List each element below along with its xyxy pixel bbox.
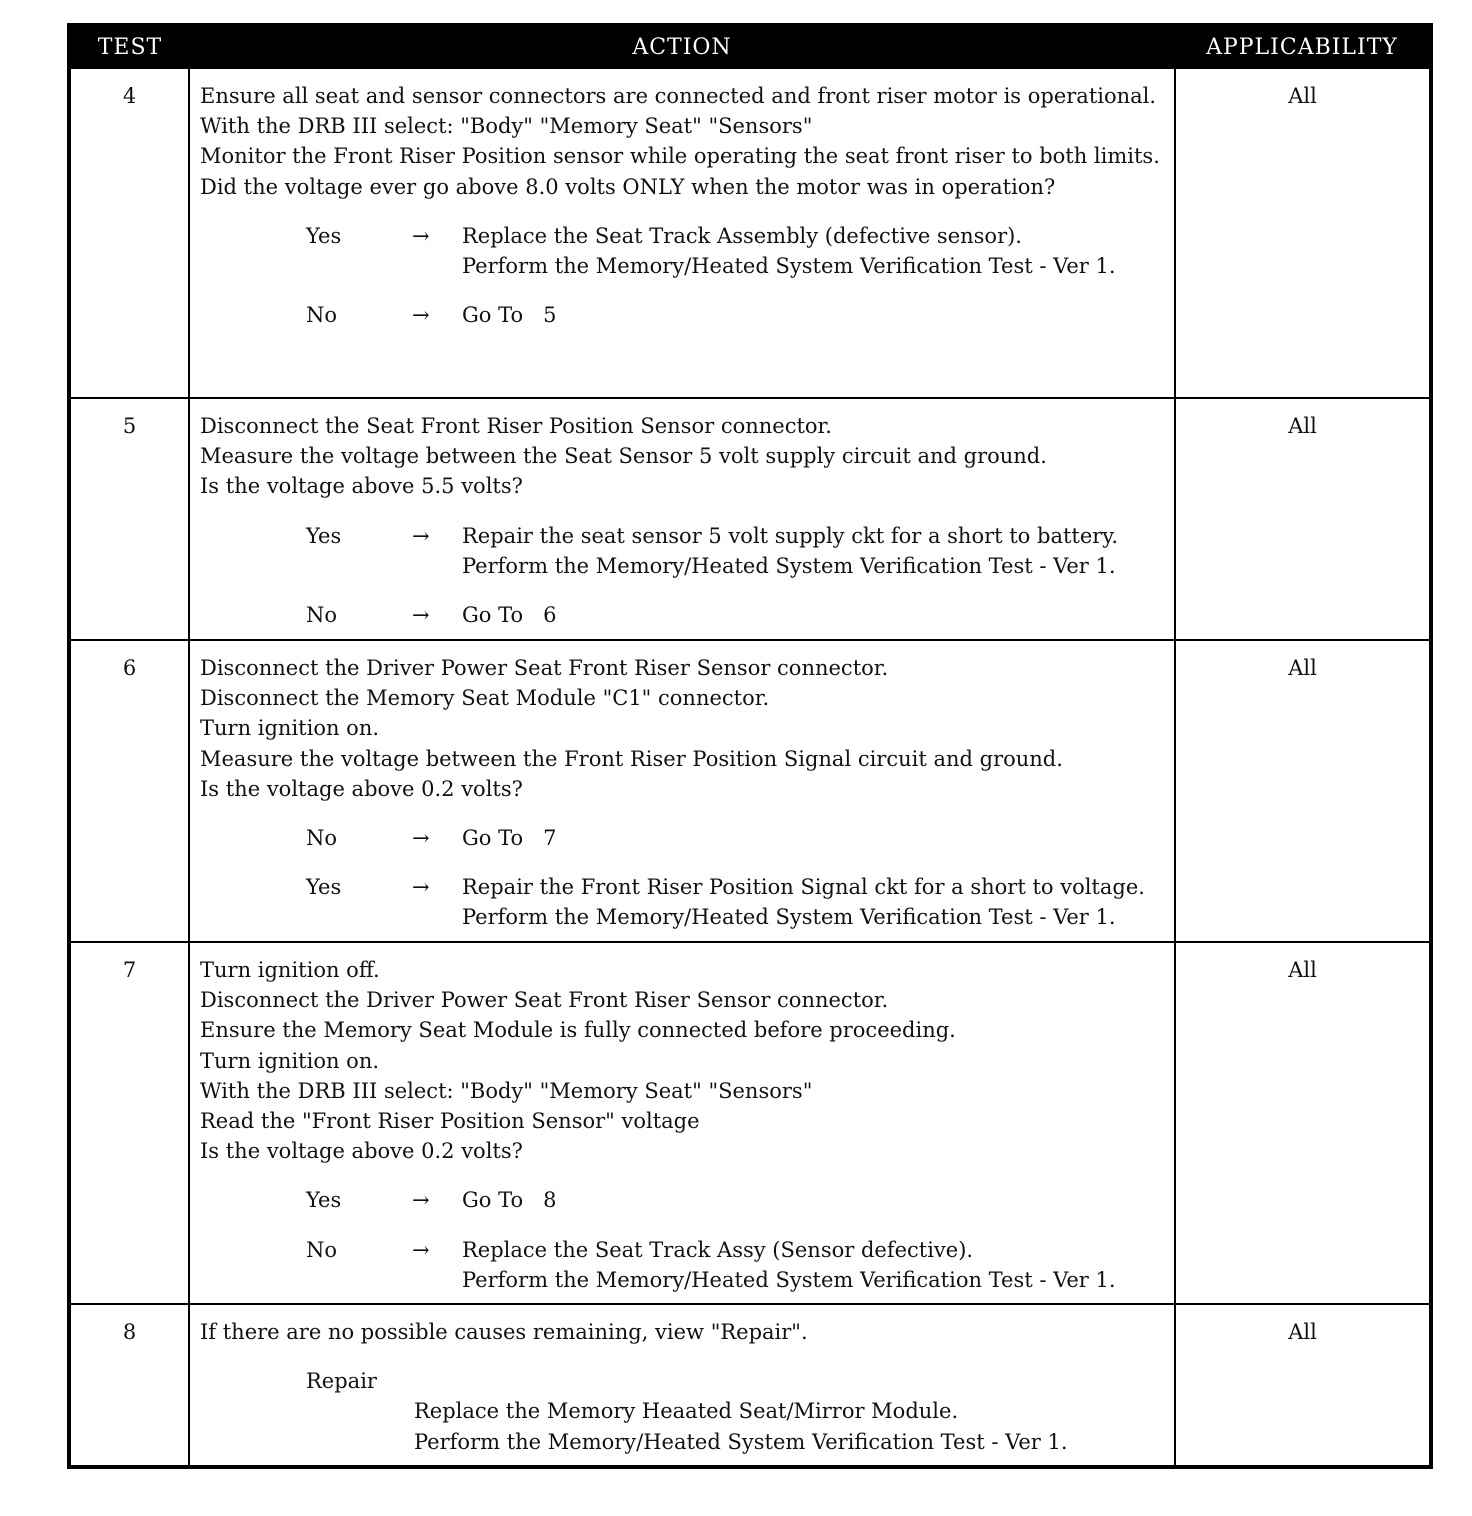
decision-branch [200,600,1170,630]
table-row [69,640,1431,942]
action-step: Disconnect the Memory Seat Module "C1" connector. [200,686,770,711]
applicability-value: All [1175,68,1431,398]
repair-label: Repair [306,1369,377,1394]
action-step: Read the "Front Riser Position Sensor" voltage [200,1109,700,1134]
applicability-value: All [1175,398,1431,640]
action-step: Monitor the Front Riser Position sensor while operating the seat front riser to both limits. [200,144,1160,169]
header-action: ACTION [189,25,1175,68]
decision-branch [200,1235,1170,1295]
action-step: If there are no possible causes remaining, view "Repair". [200,1320,808,1344]
branch-result [462,1235,1170,1295]
branch-result-line: Go To 6 [462,603,557,628]
action-cell [189,640,1175,942]
action-step: With the DRB III select: "Body" "Memory Seat" "Sensors" [200,114,813,139]
table-row [69,942,1431,1304]
branch-result [462,221,1170,281]
action-step: Measure the voltage between the Seat Sensor 5 volt supply circuit and ground. [200,444,1047,469]
action-cell [189,68,1175,398]
action-step: Is the voltage above 0.2 volts? [200,1139,523,1164]
branch-result-line: Perform the Memory/Heated System Verification Test - Ver 1. [462,553,1116,578]
decision-branch [200,1185,1170,1215]
action-step: Disconnect the Seat Front Riser Position Sensor connector. [200,414,832,438]
branch-result [462,300,1170,330]
arrow-right-icon: → [412,303,430,328]
branch-result [462,872,1170,932]
action-step: Turn ignition on. [200,1048,380,1073]
test-number: 8 [69,1304,189,1467]
branch-result-line: Repair the seat sensor 5 volt supply ckt for a short to battery. [462,523,1119,548]
branch-result [462,1185,1170,1215]
branch-result [462,521,1170,581]
branch-result [462,600,1170,630]
arrow-right-icon: → [412,603,430,628]
action-step: Did the voltage ever go above 8.0 volts ONLY when the motor was in operation? [200,174,1056,199]
branch-answer: Yes [306,875,342,900]
test-number: 4 [69,68,189,398]
decision-branch [200,300,1170,330]
table-body [69,68,1431,1467]
branch-answer: Yes [306,1188,342,1213]
action-step: With the DRB III select: "Body" "Memory Seat" "Sensors" [200,1078,813,1103]
action-step: Disconnect the Driver Power Seat Front Riser Sensor connector. [200,988,889,1013]
header-test: TEST [69,25,189,68]
action-cell [189,398,1175,640]
arrow-right-icon: → [412,1188,430,1213]
arrow-right-icon: → [412,1237,430,1262]
branch-result-line: Replace the Seat Track Assembly (defective sensor). [462,223,1022,248]
branch-result-line: Perform the Memory/Heated System Verification Test - Ver 1. [462,254,1116,279]
branch-answer: Yes [306,523,342,548]
table-row [69,1304,1431,1467]
branch-result-line: Perform the Memory/Heated System Verification Test - Ver 1. [462,905,1116,930]
arrow-right-icon: → [412,223,430,248]
applicability-value: All [1175,942,1431,1304]
test-number: 5 [69,398,189,640]
branch-result-line: Go To 8 [462,1188,557,1213]
branch-result [462,823,1170,853]
diagnostic-table [67,23,1433,1469]
repair-line: Replace the Memory Heaated Seat/Mirror Module. [414,1399,959,1424]
action-step: Disconnect the Driver Power Seat Front Riser Sensor connector. [200,656,889,680]
header-applicability: APPLICABILITY [1175,25,1431,68]
action-step: Measure the voltage between the Front Riser Position Signal circuit and ground. [200,746,1063,771]
branch-answer: No [306,1237,338,1262]
action-step: Is the voltage above 0.2 volts? [200,776,523,801]
decision-branch [200,872,1170,932]
decision-branch [200,221,1170,281]
branch-answer: No [306,303,338,328]
branch-answer: Yes [306,223,342,248]
action-step: Is the voltage above 5.5 volts? [200,474,523,499]
decision-branch [200,521,1170,581]
branch-result-line: Go To 7 [462,826,557,851]
action-step: Turn ignition off. [200,958,380,982]
arrow-right-icon: → [412,826,430,851]
branch-result-line: Perform the Memory/Heated System Verification Test - Ver 1. [462,1267,1116,1292]
branch-answer: No [306,603,338,628]
test-number: 7 [69,942,189,1304]
branch-answer: No [306,826,338,851]
action-cell [189,1304,1175,1467]
arrow-right-icon: → [412,875,430,900]
branch-result-line: Repair the Front Riser Position Signal ckt for a short to voltage. [462,875,1145,900]
action-cell [189,942,1175,1304]
action-step: Ensure all seat and sensor connectors are connected and front riser motor is operational. [200,84,1157,108]
repair-line: Perform the Memory/Heated System Verification Test - Ver 1. [414,1429,1068,1454]
arrow-right-icon: → [412,523,430,548]
table-row [69,398,1431,640]
action-step: Ensure the Memory Seat Module is fully connected before proceeding. [200,1018,956,1043]
branch-result-line: Go To 5 [462,303,557,328]
header-row [69,25,1431,68]
applicability-value: All [1175,1304,1431,1467]
test-number: 6 [69,640,189,942]
applicability-value: All [1175,640,1431,942]
action-step: Turn ignition on. [200,716,380,741]
branch-result-line: Replace the Seat Track Assy (Sensor defective). [462,1237,974,1262]
table-row [69,68,1431,398]
decision-branch [200,823,1170,853]
